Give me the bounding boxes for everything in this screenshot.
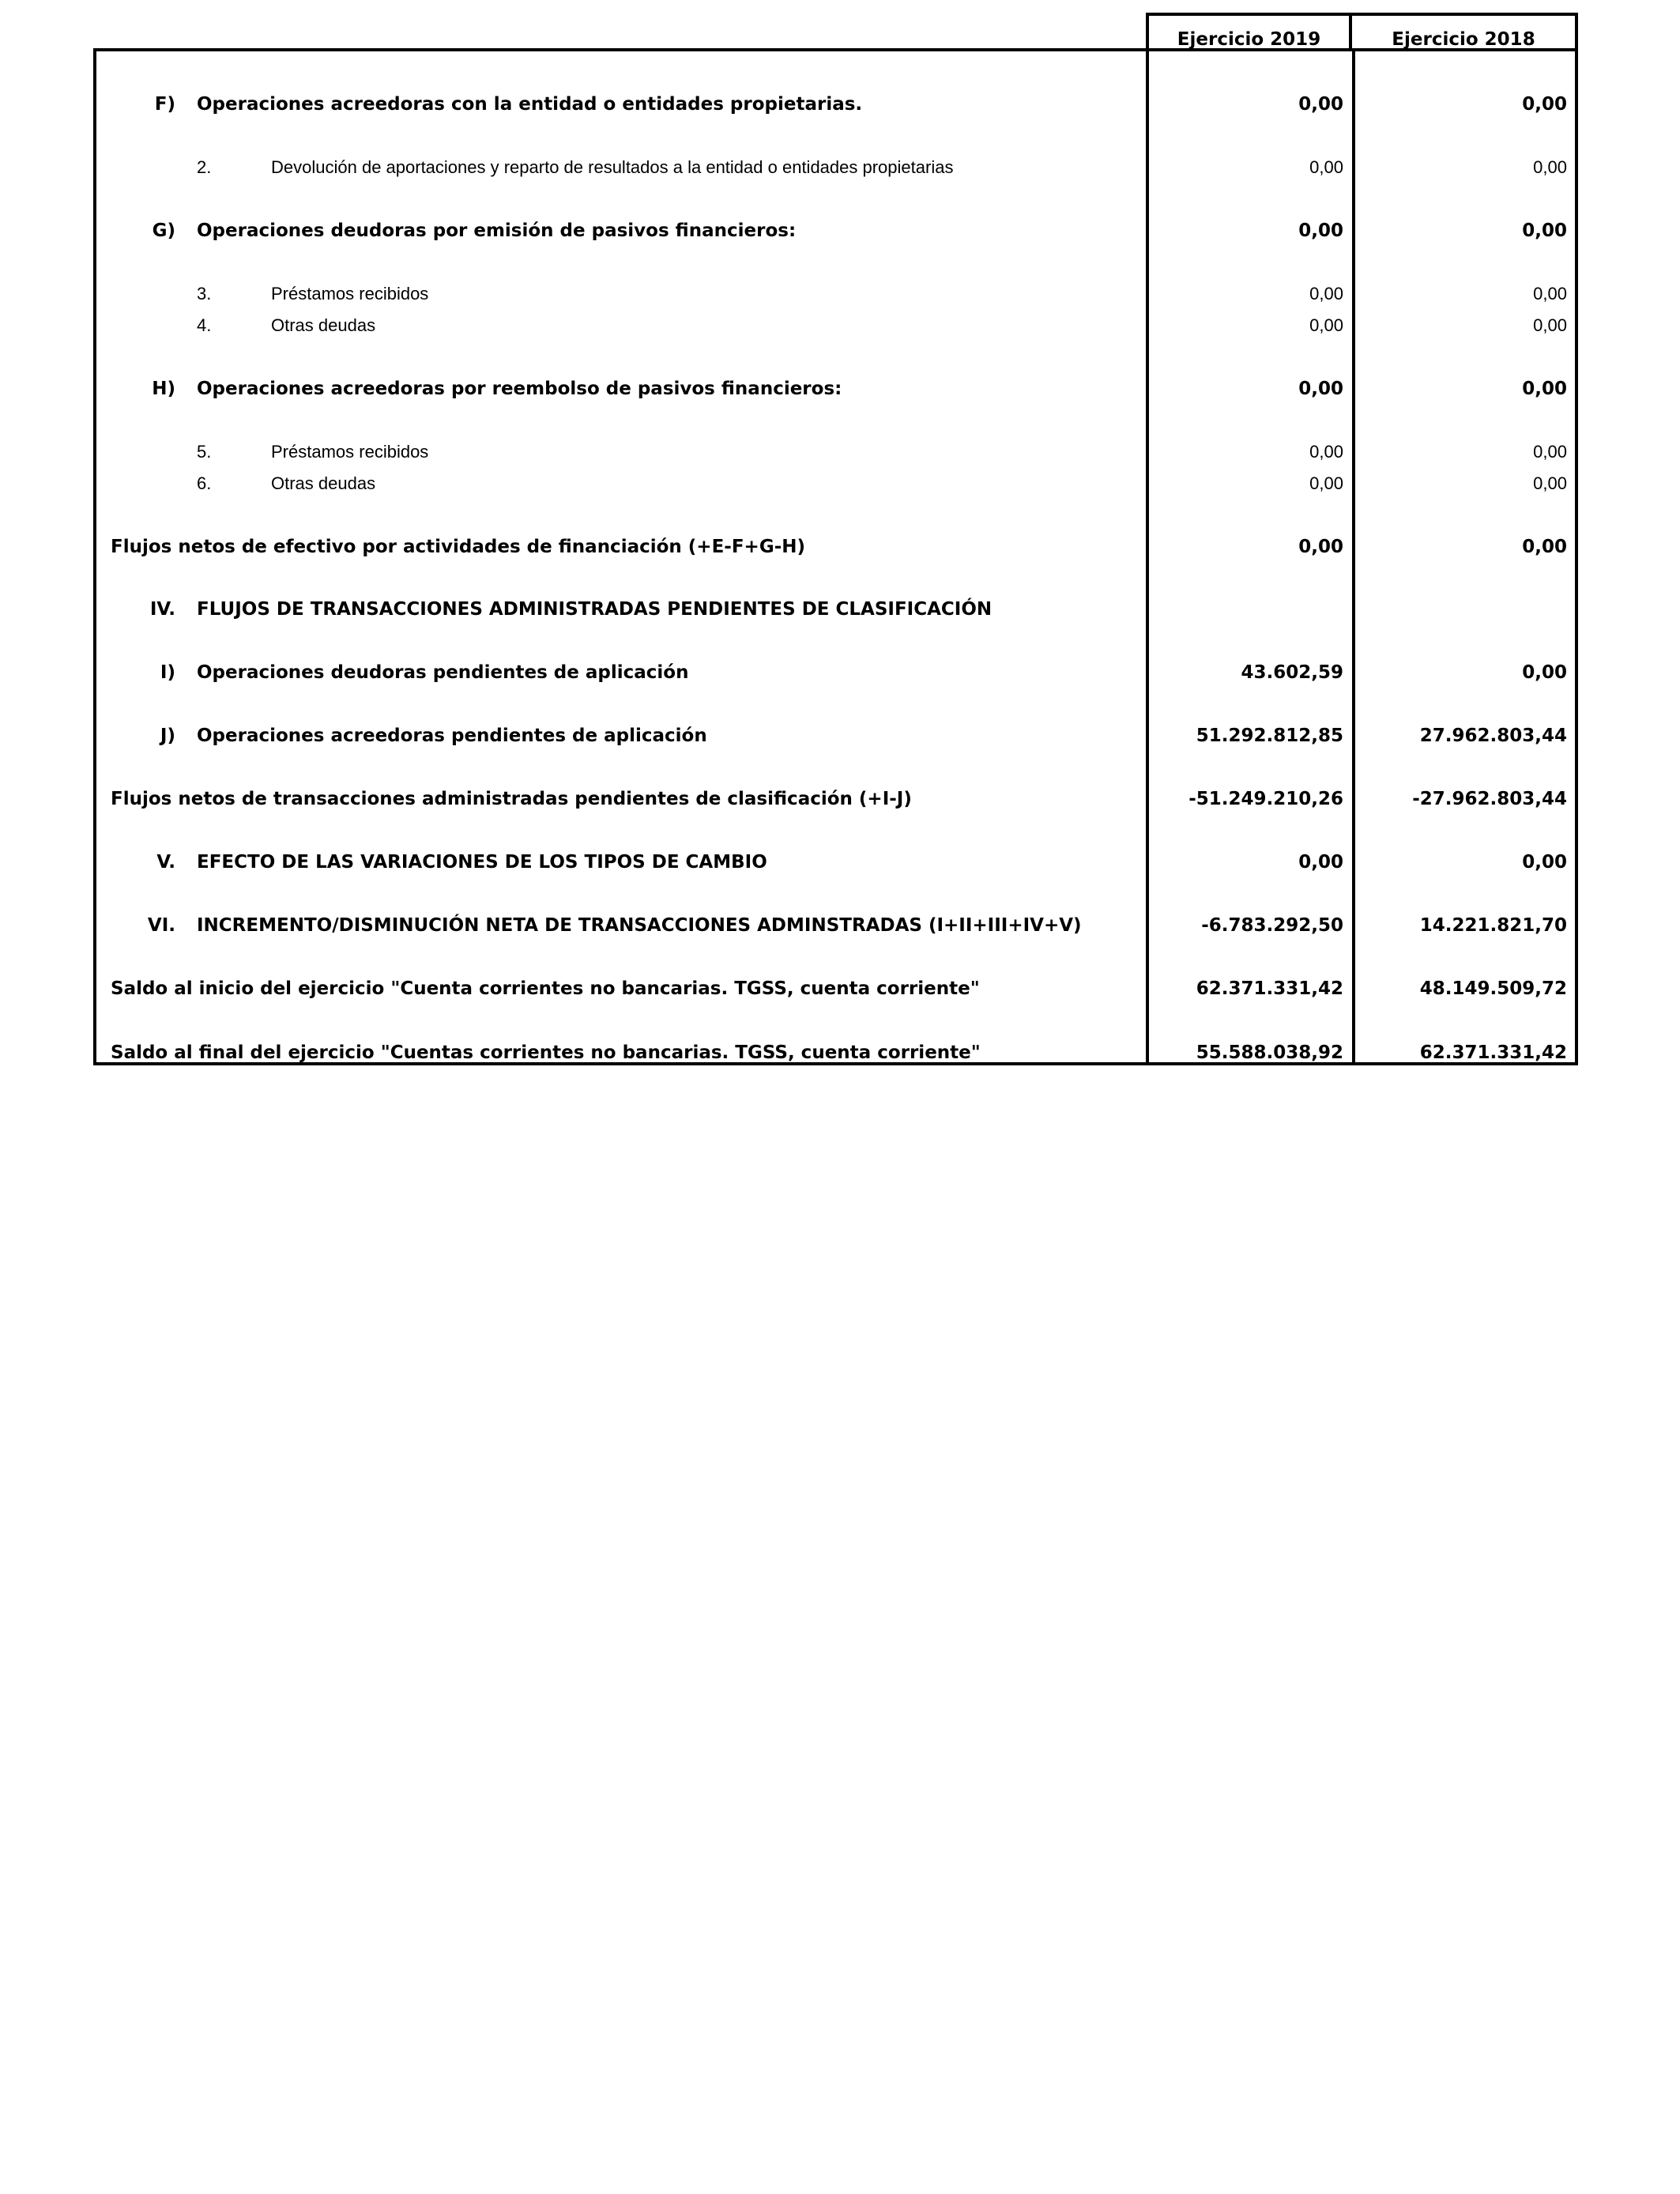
row-number: 4. [197,315,212,335]
row-number: 3. [197,284,212,303]
row-label: H) [152,379,175,399]
value-2019: 0,00 [1298,221,1343,241]
value-2018: 27.962.803,44 [1419,726,1567,746]
value-2019: 0,00 [1309,315,1343,335]
value-2018: -27.962.803,44 [1412,789,1567,809]
row-label: VI. [147,915,175,936]
value-2018: 0,00 [1533,284,1567,303]
value-2018: 62.371.331,42 [1419,1042,1567,1063]
row-text: Operaciones acreedoras por reembolso de pasivos financieros: [197,379,842,399]
value-2018: 0,00 [1522,379,1567,399]
value-2018: 14.221.821,70 [1419,915,1567,936]
row-label: IV. [149,599,175,620]
value-2019: 0,00 [1309,442,1343,462]
value-2019: -6.783.292,50 [1201,915,1343,936]
value-2019: 62.371.331,42 [1196,978,1343,999]
row-text: Devolución de aportaciones y reparto de resultados a la entidad o entidades propietarias [271,157,954,177]
row-text: Saldo al inicio del ejercicio "Cuenta corrientes no bancarias. TGSS, cuenta corriente" [111,978,980,999]
value-2019: 0,00 [1298,94,1343,115]
value-2019: 0,00 [1309,284,1343,303]
value-2019: -51.249.210,26 [1188,789,1343,809]
row-text: Otras deudas [271,473,376,493]
row-label: G) [152,221,175,241]
row-number: 5. [197,442,212,462]
value-2018: 0,00 [1533,315,1567,335]
row-label: I) [160,662,175,683]
table-row-f [0,89,1680,120]
row-label: F) [154,94,175,115]
row-number: 2. [197,157,212,177]
table-row-section-vi [0,910,1680,941]
row-text: Flujos netos de transacciones administradas pendientes de clasificación (+I-J) [111,789,912,809]
row-text: Préstamos recibidos [271,442,429,462]
value-2019: 51.292.812,85 [1196,726,1343,746]
table-row-financing-net-flows [0,531,1680,563]
value-2018: 0,00 [1522,852,1567,873]
table-row-administered-net-flows [0,783,1680,815]
row-number: 6. [197,473,212,493]
value-2018: 48.149.509,72 [1419,978,1567,999]
row-text: EFECTO DE LAS VARIACIONES DE LOS TIPOS DE CAMBIO [197,852,767,873]
table-row-section-v [0,846,1680,878]
table-row-item-6 [0,468,1680,499]
value-2019: 55.588.038,92 [1196,1042,1343,1063]
table-row-item-2 [0,152,1680,183]
table-row-section-iv [0,594,1680,625]
row-text: Préstamos recibidos [271,284,429,303]
value-2019: 0,00 [1298,852,1343,873]
value-2019: 0,00 [1298,379,1343,399]
value-2019: 43.602,59 [1241,662,1343,683]
table-row-i [0,657,1680,688]
value-2018: 0,00 [1522,537,1567,557]
table-row-item-5 [0,436,1680,468]
value-2019: 0,00 [1298,537,1343,557]
table-row-opening-balance [0,973,1680,1005]
row-text: Saldo al final del ejercicio "Cuentas corrientes no bancarias. TGSS, cuenta corriente" [111,1042,981,1063]
value-2018: 0,00 [1533,473,1567,493]
value-2019: 0,00 [1309,473,1343,493]
row-text: Operaciones acreedoras pendientes de aplicación [197,726,707,746]
row-text: INCREMENTO/DISMINUCIÓN NETA DE TRANSACCIONES ADMINSTRADAS (I+II+III+IV+V) [197,915,1082,936]
value-2018: 0,00 [1533,157,1567,177]
column-header-2018 [1352,13,1578,49]
value-2018: 0,00 [1533,442,1567,462]
value-2018: 0,00 [1522,221,1567,241]
row-label: V. [156,852,175,873]
table-row-item-4 [0,310,1680,341]
table-row-h [0,373,1680,405]
value-2018: 0,00 [1522,94,1567,115]
table-row-g [0,215,1680,247]
column-header-2019-label: Ejercicio 2019 [1177,29,1321,50]
table-row-j [0,720,1680,752]
table-row-closing-balance [0,1037,1680,1069]
value-2018: 0,00 [1522,662,1567,683]
row-text: FLUJOS DE TRANSACCIONES ADMINISTRADAS PENDIENTES DE CLASIFICACIÓN [197,599,993,620]
value-2019: 0,00 [1309,157,1343,177]
row-text: Otras deudas [271,315,376,335]
column-header-2019 [1146,13,1352,49]
row-text: Flujos netos de efectivo por actividades de financiación (+E-F+G-H) [111,537,806,557]
row-label: J) [160,726,175,746]
row-text: Operaciones deudoras pendientes de aplicación [197,662,689,683]
column-header-2018-label: Ejercicio 2018 [1392,29,1535,50]
table-row-item-3 [0,278,1680,310]
row-text: Operaciones deudoras por emisión de pasivos financieros: [197,221,797,241]
row-text: Operaciones acreedoras con la entidad o entidades propietarias. [197,94,863,115]
